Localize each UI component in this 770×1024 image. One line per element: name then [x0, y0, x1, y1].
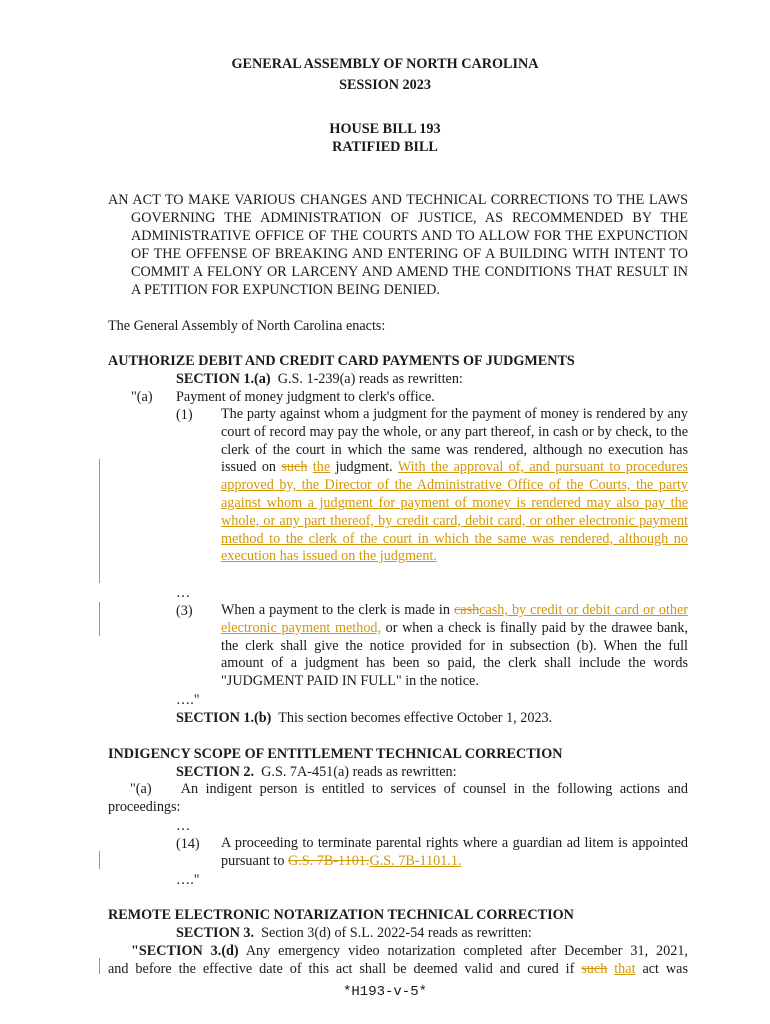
- deleted-text: such: [581, 961, 608, 977]
- quoted-section-text: and before the effective date of this act shall be deemed valid and cured if: [108, 961, 575, 977]
- closing-quote: ….": [176, 872, 200, 888]
- inserted-text: that: [614, 961, 636, 977]
- change-bar: [99, 602, 100, 636]
- section-1b: [176, 709, 552, 727]
- document-footer-id: *H193-v-5*: [342, 984, 427, 1000]
- quoted-section-line-1: [131, 942, 688, 960]
- section-label: SECTION 2.: [176, 764, 255, 780]
- quoted-section-label: "SECTION 3.(d): [131, 943, 239, 959]
- assembly-title: GENERAL ASSEMBLY OF NORTH CAROLINA: [231, 56, 539, 72]
- section-text: G.S. 7A-451(a) reads as rewritten:: [261, 764, 457, 780]
- inserted-text: G.S. 7B-1101.1.: [369, 852, 462, 869]
- item-3-number: (3): [176, 603, 193, 619]
- subsection-label: "(a): [130, 781, 152, 797]
- item-3-text-part1: When a payment to the clerk is made in: [221, 602, 450, 618]
- item-3-text-part2: or when a check is finally paid by the drawee bank, the clerk shall give the notice provided for in subsection (b). When the full amount of a judgment has been so paid, the clerk shall include the words "JUDGMENT PAID IN FULL" in the notice.: [221, 619, 688, 690]
- section-1a-intro: [176, 370, 463, 388]
- bill-status: RATIFIED BILL: [332, 139, 438, 155]
- inserted-text: With the approval of, and pursuant to procedures approved by, the Director of the Administrative Office of the Courts, the party against whom a judgment for payment of money is rendered may also pay the whole, or any part thereof, by credit card, debit card, or other electronic payment method to the clerk of the court in which the same was rendered, although no execution has issued on the judgment.: [221, 459, 689, 565]
- change-bar: [99, 958, 100, 974]
- section-text: This section becomes effective October 1, 2023.: [278, 710, 553, 726]
- section-text: G.S. 1-239(a) reads as rewritten:: [277, 371, 463, 387]
- closing-quote: ….": [176, 692, 200, 708]
- act-title: AN ACT TO MAKE VARIOUS CHANGES AND TECHNICAL CORRECTIONS TO THE LAWS GOVERNING THE ADMINISTRATION OF JUSTICE, AS RECOMMENDED BY THE ADMINISTRATIVE OFFICE OF THE COURTS AND TO ALLOW FOR THE EXPUNCTION OF THE OFFENSE OF BREAKING AND ENTERING OF A BUILDING WITH INTENT TO COMMIT A FELONY OR LARCENY AND AMEND THE CONDITIONS THAT RESULT IN A PETITION FOR EXPUNCTION BEING DENIED.: [108, 192, 688, 298]
- quoted-section-text: act was: [642, 961, 688, 977]
- ellipsis: …: [176, 818, 191, 834]
- section-2-intro: [176, 763, 457, 781]
- item-1-number: (1): [176, 407, 193, 423]
- subsection-a: [108, 781, 688, 817]
- item-3-text: [221, 602, 688, 691]
- item-1-text-part1: The party against whom a judgment for the payment of money is rendered by any court of record may pay the whole, or any part thereof, in cash or by check, to the clerk of the court in which the same was rendered, although no execution has issued on: [221, 406, 688, 476]
- section-text: Section 3(d) of S.L. 2022-54 reads as rewritten:: [261, 925, 532, 941]
- inserted-text: cash, by credit or debit card or other electronic payment method,: [221, 602, 688, 636]
- section-label: SECTION 1.(b): [176, 710, 272, 726]
- item-1-text: [221, 406, 688, 566]
- section-1-heading: AUTHORIZE DEBIT AND CREDIT CARD PAYMENTS OF JUDGMENTS: [108, 353, 575, 369]
- subsection-a-text: Payment of money judgment to clerk's office.: [176, 389, 435, 405]
- subsection-a-label: "(a): [131, 389, 153, 405]
- ellipsis: …: [176, 585, 191, 601]
- enacting-clause: The General Assembly of North Carolina enacts:: [108, 318, 386, 334]
- section-label: SECTION 3.: [176, 925, 255, 941]
- item-1-text-part2: judgment.: [335, 459, 393, 476]
- item-14-text: [221, 835, 688, 871]
- bill-number: HOUSE BILL 193: [329, 121, 441, 137]
- change-bar: [99, 459, 100, 583]
- item-14-number: (14): [176, 836, 200, 852]
- deleted-text: such: [281, 459, 308, 476]
- section-label: SECTION 1.(a): [176, 371, 271, 387]
- quoted-section-text: Any emergency video notarization completed after December 31, 2021,: [245, 943, 688, 959]
- section-3-heading: REMOTE ELECTRONIC NOTARIZATION TECHNICAL CORRECTION: [108, 907, 574, 923]
- section-3-intro: [176, 924, 532, 942]
- section-2-heading: INDIGENCY SCOPE OF ENTITLEMENT TECHNICAL CORRECTION: [108, 746, 563, 762]
- deleted-text: cash: [453, 602, 480, 618]
- change-bar: [99, 851, 100, 869]
- item-14-text-part: A proceeding to terminate parental rights where a guardian ad litem is appointed pursuant to: [221, 835, 688, 869]
- session-label: SESSION 2023: [339, 77, 431, 93]
- inserted-text: the: [312, 459, 331, 476]
- deleted-text: G.S. 7B-1101.: [288, 852, 370, 869]
- quoted-section-line-2: [108, 960, 688, 978]
- subsection-text: An indigent person is entitled to services of counsel in the following actions and proceedings:: [108, 781, 688, 815]
